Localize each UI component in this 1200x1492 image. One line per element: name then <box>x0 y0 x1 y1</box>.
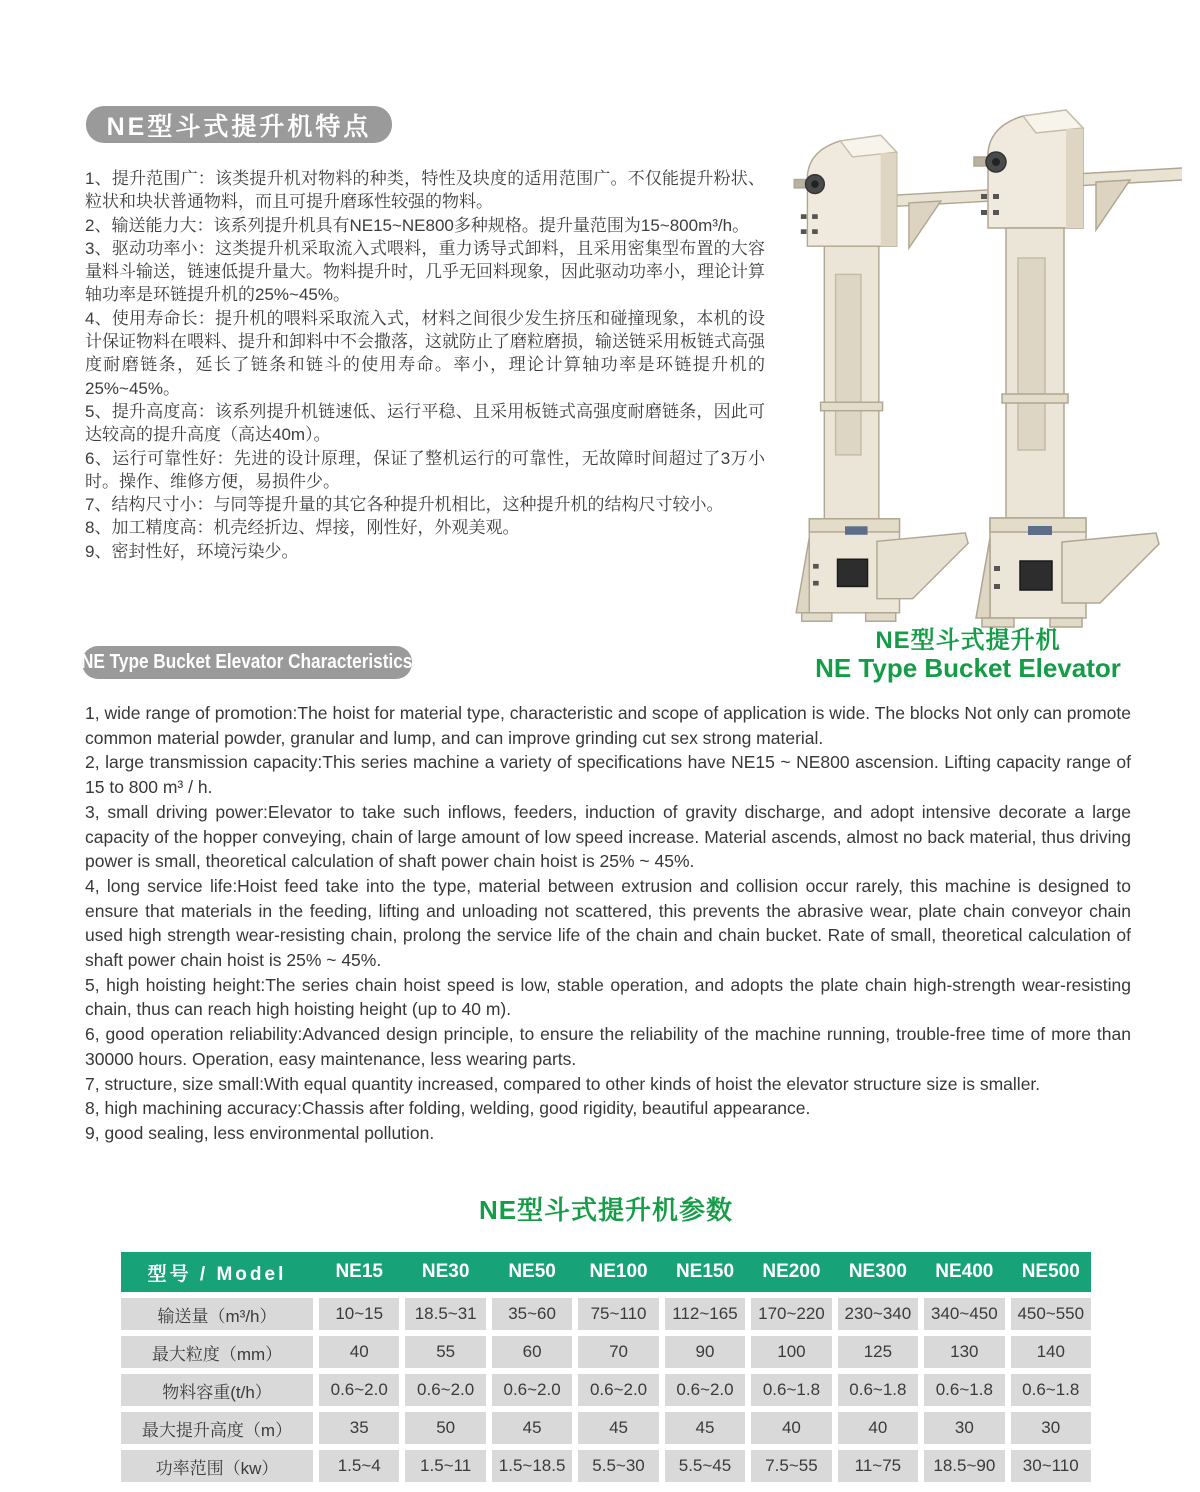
table-row-label: 功率范围（kw） <box>121 1450 313 1482</box>
table-cell: 18.5~31 <box>405 1298 485 1330</box>
cn-feature-item: 7、结构尺寸小：与同等提升量的其它各种提升机相比，这种提升机的结构尺寸较小。 <box>85 495 724 515</box>
table-cell: 0.6~1.8 <box>751 1374 831 1406</box>
table-cell: 10~15 <box>319 1298 399 1330</box>
table-cell: 0.6~1.8 <box>924 1374 1004 1406</box>
table-header-ne300: NE300 <box>848 1261 907 1282</box>
table-cell: 130 <box>924 1336 1004 1368</box>
table-cell: 18.5~90 <box>924 1450 1004 1482</box>
table-cell: 45 <box>578 1412 658 1444</box>
cn-feature-item: 9、密封性好，环境污染少。 <box>85 541 299 561</box>
table-header-ne100: NE100 <box>589 1261 648 1282</box>
table-cell: 1.5~18.5 <box>492 1450 572 1482</box>
en-feature-item: 8, high machining accuracy:Chassis after folding, welding, good rigidity, beautiful appearance. <box>85 1098 811 1119</box>
table-cell: 50 <box>405 1412 485 1444</box>
table-cell: 0.6~1.8 <box>838 1374 918 1406</box>
table-cell: 40 <box>838 1412 918 1444</box>
table-row-label: 输送量（m³/h） <box>121 1298 313 1330</box>
params-table <box>121 1252 1091 1482</box>
table-header-model: 型号 / Model <box>147 1263 287 1285</box>
cn-feature-item: 8、加工精度高：机壳经折边、焊接，刚性好，外观美观。 <box>85 518 520 538</box>
table-cell: 60 <box>492 1336 572 1368</box>
table-cell: 100 <box>751 1336 831 1368</box>
table-cell: 230~340 <box>838 1298 918 1330</box>
cn-feature-item: 5、提升高度高：该系列提升机链速低、运行平稳、且采用板链式高强度耐磨链条，因此可达较高的提升高度（高达40m）。 <box>85 401 765 445</box>
table-cell: 7.5~55 <box>751 1450 831 1482</box>
table-cell: 75~110 <box>578 1298 658 1330</box>
table-header-ne150: NE150 <box>675 1261 735 1282</box>
table-cell: 340~450 <box>924 1298 1004 1330</box>
bucket-elevator-illustration <box>782 96 1182 630</box>
table-cell: 30 <box>1011 1412 1091 1444</box>
en-feature-item: 4, long service life:Hoist feed take into the type, material between extrusion and collision occur rarely, this machine is designed to ensure that materials in the feeding, lifting and unloading not scattered, this prevents the abrasive wear, plate chain conveyor chain used high strength wear-resisting chain, prolong the service life of the chain and chain bucket. Rate of small, theoretical calculation of shaft power chain hoist is 25% ~ 45%. <box>85 875 1131 971</box>
cn-feature-item: 6、运行可靠性好：先进的设计原理，保证了整机运行的可靠性，无故障时间超过了3万小时。操作、维修方便，易损件少。 <box>85 448 765 491</box>
table-cell: 40 <box>751 1412 831 1444</box>
table-cell: 140 <box>1011 1336 1091 1368</box>
table-cell: 45 <box>665 1412 745 1444</box>
table-row-label: 最大粒度（mm） <box>121 1336 313 1368</box>
table-header-ne400: NE400 <box>935 1261 994 1282</box>
cn-feature-item: 2、输送能力大：该系列提升机具有NE15~NE800多种规格。提升量范围为15~800m³/h。 <box>85 215 750 235</box>
table-cell: 70 <box>578 1336 658 1368</box>
en-feature-item: 3, small driving power:Elevator to take such inflows, feeders, induction of gravity discharge, and adopt intensive decorate a large capacity of the hopper conveying, chain of large amount of low speed increase. Material ascends, almost no back material, thus driving power is small, theoretical calculation of shaft power chain hoist is 25% ~ 45%. <box>85 801 1131 872</box>
cn-feature-item: 3、驱动功率小：这类提升机采取流入式喂料，重力诱导式卸料，且采用密集型布置的大容量料斗输送，链速低提升量大。物料提升时，几乎无回料现象，因此驱动功率小，理论计算轴功率是环链提升机的25%~45%。 <box>85 238 765 305</box>
table-cell: 55 <box>405 1336 485 1368</box>
cn-feature-item: 4、使用寿命长：提升机的喂料采取流入式，材料之间很少发生挤压和碰撞现象，本机的设计保证物料在喂料、提升和卸料中不会撒落，这就防止了磨粒磨损，输送链采用板链式高强度耐磨链条，延长了链条和链斗的使用寿命。率小，理论计算轴功率是环链提升机的25%~45%。 <box>85 308 765 398</box>
table-row-label: 最大提升高度（m） <box>121 1412 313 1444</box>
figure-caption-cn: NE型斗式提升机 <box>875 627 1061 654</box>
en-feature-item: 1, wide range of promotion:The hoist for material type, characteristic and scope of application is wide. The blocks Not only can promote common material powder, granular and lump, and can improve grinding cut sex strong material. <box>85 703 1131 748</box>
table-cell: 450~550 <box>1011 1298 1091 1330</box>
table-header-ne30: NE30 <box>421 1261 470 1282</box>
en-feature-item: 7, structure, size small:With equal quantity increased, compared to other kinds of hoist the elevator structure size is smaller. <box>85 1073 1041 1094</box>
section-badge-en-label: NE Type Bucket Elevator Characteristics <box>81 651 413 673</box>
table-cell: 170~220 <box>751 1298 831 1330</box>
table-cell: 0.6~2.0 <box>665 1374 745 1406</box>
table-cell: 1.5~4 <box>319 1450 399 1482</box>
table-cell: 0.6~2.0 <box>319 1374 399 1406</box>
table-cell: 35~60 <box>492 1298 572 1330</box>
table-header-ne15: NE15 <box>335 1261 383 1282</box>
table-cell: 45 <box>492 1412 572 1444</box>
bucket-elevator-left <box>794 135 990 621</box>
section-badge-en <box>82 646 412 679</box>
table-cell: 11~75 <box>838 1450 918 1482</box>
table-cell: 90 <box>665 1336 745 1368</box>
table-cell: 0.6~2.0 <box>492 1374 572 1406</box>
figure-caption <box>768 627 1168 683</box>
table-header-ne50: NE50 <box>508 1261 556 1282</box>
table-cell: 30~110 <box>1011 1450 1091 1482</box>
table-cell: 40 <box>319 1336 399 1368</box>
cn-feature-list <box>85 167 765 563</box>
table-cell: 5.5~45 <box>665 1450 745 1482</box>
table-cell: 1.5~11 <box>405 1450 485 1482</box>
product-photo <box>782 96 1182 630</box>
en-feature-item: 6, good operation reliability:Advanced design principle, to ensure the reliability of the machine running, trouble-free time of more than 30000 hours. Operation, easy maintenance, less wearing parts. <box>85 1024 1131 1069</box>
table-cell: 0.6~2.0 <box>578 1374 658 1406</box>
params-table-body <box>121 1298 1091 1482</box>
table-cell: 5.5~30 <box>578 1450 658 1482</box>
en-feature-item: 5, high hoisting height:The series chain hoist speed is low, stable operation, and adopts the plate chain high-strength wear-resisting chain, thus can reach high hoisting height (up to 40 m). <box>85 974 1131 1020</box>
table-cell: 0.6~2.0 <box>405 1374 485 1406</box>
en-feature-item: 2, large transmission capacity:This series machine a variety of specifications have NE15 ~ NE800 ascension. Lifting capacity range of 15 to 800 m³ / h. <box>85 752 1131 798</box>
section-badge-cn-label: NE型斗式提升机特点 <box>106 112 372 141</box>
table-cell: 35 <box>319 1412 399 1444</box>
table-cell: 112~165 <box>665 1298 745 1330</box>
table-header-ne500: NE500 <box>1021 1261 1080 1282</box>
params-title: NE型斗式提升机参数 <box>478 1195 734 1225</box>
table-cell: 30 <box>924 1412 1004 1444</box>
en-feature-item: 9, good sealing, less environmental pollution. <box>85 1122 435 1143</box>
cn-feature-item: 1、提升范围广：该类提升机对物料的种类，特性及块度的适用范围广。不仅能提升粉状、粒状和块状普通物料，而且可提升磨琢性较强的物料。 <box>85 169 765 212</box>
section-badge-cn <box>86 106 392 143</box>
bucket-elevator-right <box>974 110 1182 627</box>
figure-caption-en: NE Type Bucket Elevator <box>815 653 1121 683</box>
params-table-header-row <box>121 1252 1091 1292</box>
table-header-ne200: NE200 <box>762 1261 821 1282</box>
table-row-label: 物料容重(t/h） <box>121 1374 313 1406</box>
table-cell: 125 <box>838 1336 918 1368</box>
table-cell: 0.6~1.8 <box>1011 1374 1091 1406</box>
en-feature-list <box>85 701 1131 1146</box>
